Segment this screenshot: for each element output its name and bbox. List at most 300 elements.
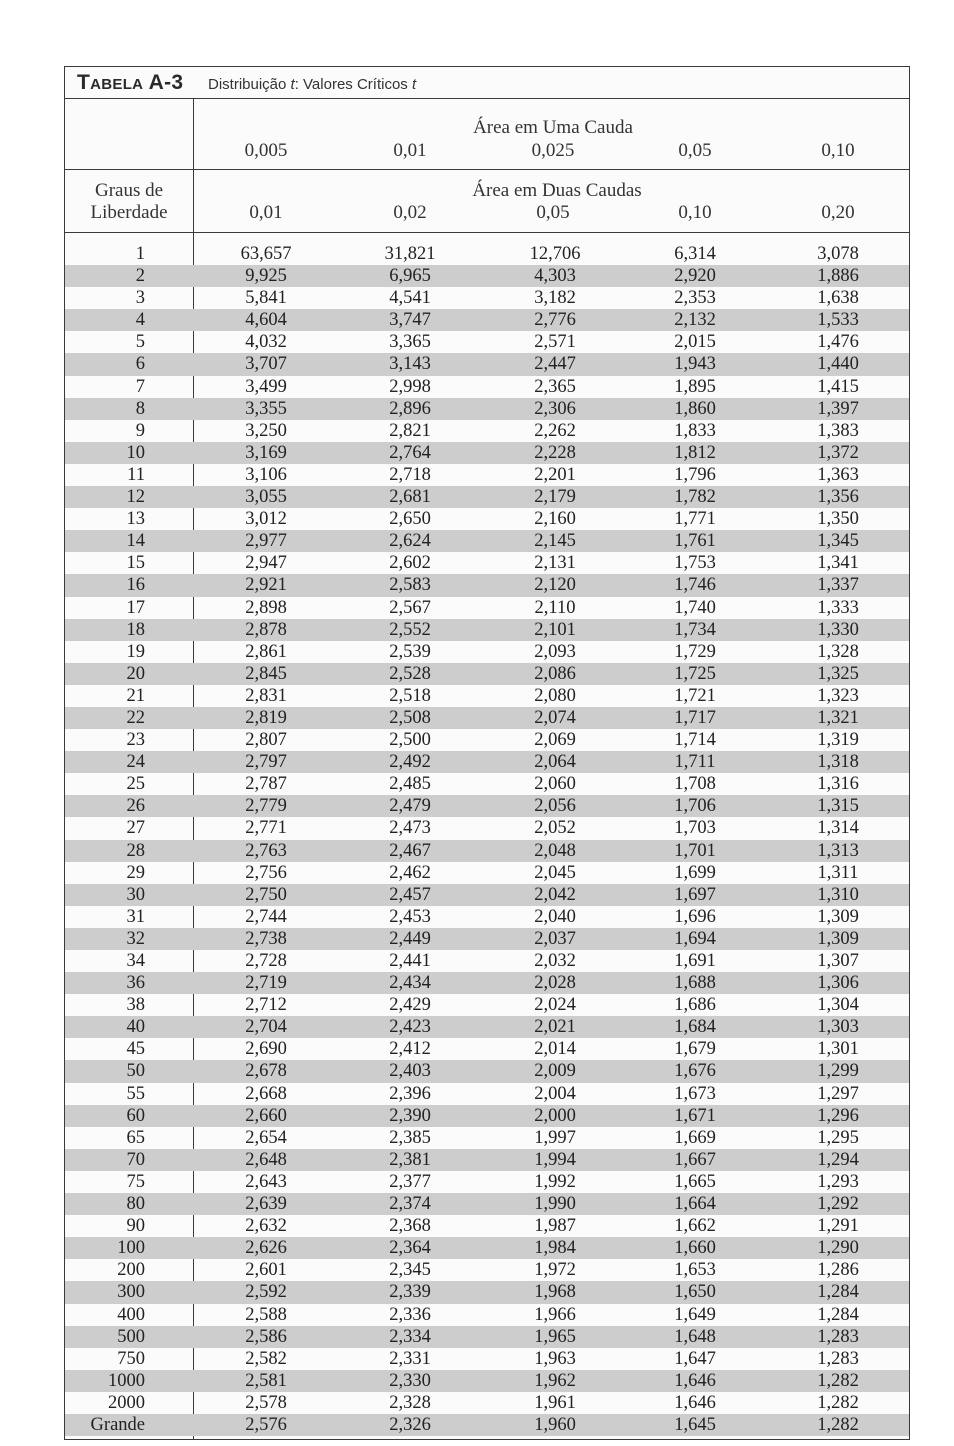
value-cell: 2,744: [245, 906, 287, 927]
df-cell: 45: [126, 1039, 145, 1060]
table-title-t1: t: [290, 76, 295, 93]
table-row: [65, 420, 909, 442]
value-cell: 1,694: [674, 928, 716, 949]
df-cell: 2000: [108, 1392, 145, 1413]
value-cell: 1,383: [817, 420, 859, 441]
table-body: [65, 243, 909, 1436]
value-cell: 2,588: [245, 1304, 287, 1325]
df-cell: 24: [126, 752, 145, 773]
value-cell: 2,539: [389, 641, 431, 662]
table-row: [65, 685, 909, 707]
table-row: [65, 1060, 909, 1082]
value-cell: 1,699: [674, 862, 716, 883]
value-cell: 2,374: [389, 1194, 431, 1215]
value-cell: 1,284: [817, 1282, 859, 1303]
value-cell: 2,365: [534, 376, 576, 397]
value-cell: 1,345: [817, 531, 859, 552]
value-cell: 1,782: [674, 487, 716, 508]
one-tail-value: 0,005: [244, 140, 288, 161]
value-cell: 1,664: [674, 1194, 716, 1215]
value-cell: 1,293: [817, 1171, 859, 1192]
value-cell: 2,648: [245, 1149, 287, 1170]
value-cell: 2,160: [534, 509, 576, 530]
table-row: [65, 928, 909, 950]
value-cell: 2,009: [534, 1061, 576, 1082]
two-tail-heading: Área em Duas Caudas: [472, 180, 642, 201]
value-cell: 2,654: [245, 1127, 287, 1148]
value-cell: 1,283: [817, 1326, 859, 1347]
table-row: [65, 1038, 909, 1060]
table-row: [65, 1127, 909, 1149]
value-cell: 2,080: [534, 685, 576, 706]
value-cell: 1,703: [674, 818, 716, 839]
value-cell: 1,771: [674, 509, 716, 530]
value-cell: 1,886: [817, 266, 859, 287]
table-caption: [65, 67, 909, 99]
df-cell: 80: [126, 1194, 145, 1215]
value-cell: 1,645: [674, 1414, 716, 1435]
value-cell: 1,746: [674, 575, 716, 596]
df-cell: 23: [126, 730, 145, 751]
two-tail-value: 0,02: [393, 202, 427, 223]
df-cell: Grande: [90, 1414, 145, 1435]
table-row: [65, 1149, 909, 1171]
value-cell: 1,291: [817, 1216, 859, 1237]
value-cell: 2,074: [534, 707, 576, 728]
value-cell: 2,086: [534, 663, 576, 684]
df-cell: 70: [126, 1149, 145, 1170]
one-tail-heading: Área em Uma Cauda: [473, 117, 633, 138]
value-cell: 1,294: [817, 1149, 859, 1170]
table-row: [65, 751, 909, 773]
value-cell: 2,771: [245, 818, 287, 839]
value-cell: 4,032: [245, 332, 287, 353]
table-row: [65, 1414, 909, 1436]
value-cell: 2,449: [389, 928, 431, 949]
df-cell: 14: [126, 531, 145, 552]
value-cell: 1,740: [674, 597, 716, 618]
value-cell: 1,962: [534, 1370, 576, 1391]
df-cell: 7: [135, 376, 145, 397]
value-cell: 1,984: [534, 1238, 576, 1259]
value-cell: 2,032: [534, 951, 576, 971]
value-cell: 2,377: [389, 1171, 431, 1192]
df-header-line2: Liberdade: [90, 202, 168, 223]
value-cell: 6,965: [389, 266, 431, 287]
value-cell: 1,303: [817, 1017, 859, 1038]
value-cell: 2,831: [245, 685, 287, 706]
table-row: [65, 486, 909, 508]
table-label-number: A-3: [148, 71, 184, 94]
value-cell: 3,250: [245, 420, 287, 441]
value-cell: 2,626: [245, 1238, 287, 1259]
value-cell: 2,632: [245, 1216, 287, 1237]
value-cell: 1,646: [674, 1392, 716, 1413]
one-tail-value: 0,01: [393, 140, 427, 161]
header-divider: [65, 169, 909, 170]
value-cell: 2,719: [245, 973, 287, 994]
body-divider: [65, 232, 909, 233]
table-row: [65, 729, 909, 751]
value-cell: 2,403: [389, 1061, 431, 1082]
table-row: [65, 243, 909, 265]
one-tail-value: 0,05: [678, 140, 712, 161]
value-cell: 2,306: [534, 398, 576, 419]
two-tail-value: 0,20: [821, 202, 855, 223]
value-cell: 2,040: [534, 906, 576, 927]
value-cell: 1,646: [674, 1370, 716, 1391]
table-row: [65, 265, 909, 287]
value-cell: 1,691: [674, 951, 716, 971]
two-tail-value: 0,10: [678, 202, 712, 223]
value-cell: 2,764: [389, 442, 431, 463]
df-cell: 200: [117, 1260, 145, 1281]
table-row: [65, 840, 909, 862]
value-cell: 1,717: [674, 707, 716, 728]
value-cell: 2,262: [534, 420, 576, 441]
value-cell: 1,706: [674, 796, 716, 817]
table-row: [65, 1237, 909, 1259]
value-cell: 2,728: [245, 951, 287, 971]
value-cell: 2,485: [389, 774, 431, 795]
one-tail-value: 0,025: [531, 140, 575, 161]
value-cell: 1,669: [674, 1127, 716, 1148]
table-row: [65, 1370, 909, 1392]
value-cell: 4,541: [389, 288, 431, 309]
value-cell: 2,462: [389, 862, 431, 883]
value-cell: 2,457: [389, 884, 431, 905]
table-row: [65, 442, 909, 464]
table-row: [65, 1326, 909, 1348]
value-cell: 5,841: [245, 288, 287, 309]
value-cell: 2,567: [389, 597, 431, 618]
table-row: [65, 1171, 909, 1193]
value-cell: 2,582: [245, 1348, 287, 1369]
t-distribution-table: [64, 66, 910, 1440]
value-cell: 2,660: [245, 1105, 287, 1126]
df-cell: 13: [126, 509, 145, 530]
table-row: [65, 353, 909, 375]
value-cell: 1,697: [674, 884, 716, 905]
table-row: [65, 817, 909, 839]
value-cell: 2,131: [534, 553, 576, 574]
value-cell: 1,990: [534, 1194, 576, 1215]
df-cell: 65: [126, 1127, 145, 1148]
value-cell: 1,729: [674, 641, 716, 662]
value-cell: 1,676: [674, 1061, 716, 1082]
table-row: [65, 1392, 909, 1414]
value-cell: 1,337: [817, 575, 859, 596]
value-cell: 1,860: [674, 398, 716, 419]
df-cell: 19: [126, 641, 145, 662]
value-cell: 1,311: [817, 862, 859, 883]
table-title-mid: : Valores Críticos: [294, 76, 412, 93]
value-cell: 1,665: [674, 1171, 716, 1192]
df-cell: 20: [126, 663, 145, 684]
value-cell: 1,679: [674, 1039, 716, 1060]
value-cell: 2,508: [389, 707, 431, 728]
value-cell: 3,355: [245, 398, 287, 419]
df-cell: 1: [135, 244, 145, 264]
df-cell: 12: [126, 487, 145, 508]
table-row: [65, 530, 909, 552]
value-cell: 2,412: [389, 1039, 431, 1060]
table-row: [65, 1193, 909, 1215]
value-cell: 2,331: [389, 1348, 431, 1369]
value-cell: 2,326: [389, 1414, 431, 1435]
value-cell: 1,397: [817, 398, 859, 419]
table-row: [65, 906, 909, 928]
value-cell: 1,895: [674, 376, 716, 397]
value-cell: 2,345: [389, 1260, 431, 1281]
table-row: [65, 287, 909, 309]
value-cell: 1,734: [674, 619, 716, 640]
value-cell: 2,690: [245, 1039, 287, 1060]
table-row: [65, 398, 909, 420]
value-cell: 2,021: [534, 1017, 576, 1038]
value-cell: 2,492: [389, 752, 431, 773]
value-cell: 2,681: [389, 487, 431, 508]
df-cell: 5: [135, 332, 145, 353]
value-cell: 1,292: [817, 1194, 859, 1215]
value-cell: 2,639: [245, 1194, 287, 1215]
value-cell: 1,662: [674, 1216, 716, 1237]
df-cell: 8: [135, 398, 145, 419]
df-cell: 3: [135, 288, 145, 309]
value-cell: 2,624: [389, 531, 431, 552]
value-cell: 1,997: [534, 1127, 576, 1148]
value-cell: 2,328: [389, 1392, 431, 1413]
value-cell: 1,714: [674, 730, 716, 751]
value-cell: 2,201: [534, 464, 576, 485]
value-cell: 1,833: [674, 420, 716, 441]
table-row: [65, 641, 909, 663]
value-cell: 12,706: [529, 244, 581, 264]
df-header-line1: Graus de: [94, 180, 164, 201]
value-cell: 1,686: [674, 995, 716, 1016]
value-cell: 2,776: [534, 310, 576, 331]
table-row: [65, 597, 909, 619]
df-cell: 60: [126, 1105, 145, 1126]
df-cell: 16: [126, 575, 145, 596]
df-cell: 50: [126, 1061, 145, 1082]
df-cell: 300: [117, 1282, 145, 1303]
value-cell: 1,290: [817, 1238, 859, 1259]
table-row: [65, 574, 909, 596]
value-cell: 2,583: [389, 575, 431, 596]
table-row: [65, 773, 909, 795]
value-cell: 3,365: [389, 332, 431, 353]
table-row: [65, 1083, 909, 1105]
df-cell: 38: [126, 995, 145, 1016]
value-cell: 2,429: [389, 995, 431, 1016]
value-cell: 1,966: [534, 1304, 576, 1325]
value-cell: 2,353: [674, 288, 716, 309]
value-cell: 2,998: [389, 376, 431, 397]
df-cell: 40: [126, 1017, 145, 1038]
value-cell: 1,341: [817, 553, 859, 574]
value-cell: 1,333: [817, 597, 859, 618]
df-cell: 25: [126, 774, 145, 795]
value-cell: 2,947: [245, 553, 287, 574]
value-cell: 1,753: [674, 553, 716, 574]
value-cell: 1,440: [817, 354, 859, 375]
value-cell: 1,648: [674, 1326, 716, 1347]
value-cell: 2,060: [534, 774, 576, 795]
value-cell: 2,339: [389, 1282, 431, 1303]
df-cell: 400: [117, 1304, 145, 1325]
value-cell: 2,581: [245, 1370, 287, 1391]
value-cell: 1,533: [817, 310, 859, 331]
value-cell: 2,500: [389, 730, 431, 751]
df-cell: 18: [126, 619, 145, 640]
df-cell: 26: [126, 796, 145, 817]
value-cell: 2,145: [534, 531, 576, 552]
value-cell: 2,779: [245, 796, 287, 817]
value-cell: 2,064: [534, 752, 576, 773]
value-cell: 1,667: [674, 1149, 716, 1170]
value-cell: 2,390: [389, 1105, 431, 1126]
value-cell: 2,467: [389, 840, 431, 861]
value-cell: 2,028: [534, 973, 576, 994]
value-cell: 1,684: [674, 1017, 716, 1038]
value-cell: 1,987: [534, 1216, 576, 1237]
value-cell: 2,101: [534, 619, 576, 640]
value-cell: 2,093: [534, 641, 576, 662]
value-cell: 2,056: [534, 796, 576, 817]
df-cell: 31: [126, 906, 145, 927]
value-cell: 2,330: [389, 1370, 431, 1391]
value-cell: 2,069: [534, 730, 576, 751]
two-tail-value: 0,01: [249, 202, 283, 223]
table-row: [65, 1304, 909, 1326]
table-row: [65, 1215, 909, 1237]
table-row: [65, 331, 909, 353]
value-cell: 2,576: [245, 1414, 287, 1435]
value-cell: 2,110: [534, 597, 576, 618]
value-cell: 1,963: [534, 1348, 576, 1369]
value-cell: 1,297: [817, 1083, 859, 1104]
value-cell: 1,318: [817, 752, 859, 773]
value-cell: 2,712: [245, 995, 287, 1016]
value-cell: 2,385: [389, 1127, 431, 1148]
value-cell: 1,323: [817, 685, 859, 706]
df-cell: 22: [126, 707, 145, 728]
table-row: [65, 972, 909, 994]
two-tail-value: 0,05: [536, 202, 570, 223]
df-cell: 10: [126, 442, 145, 463]
value-cell: 2,447: [534, 354, 576, 375]
value-cell: 2,592: [245, 1282, 287, 1303]
value-cell: 2,552: [389, 619, 431, 640]
table-row: [65, 663, 909, 685]
value-cell: 2,921: [245, 575, 287, 596]
value-cell: 1,282: [817, 1414, 859, 1435]
value-cell: 1,796: [674, 464, 716, 485]
value-cell: 1,313: [817, 840, 859, 861]
table-title-pre: Distribuição: [208, 76, 291, 93]
df-cell: 17: [126, 597, 145, 618]
table-row: [65, 1348, 909, 1370]
value-cell: 3,106: [245, 464, 287, 485]
value-cell: 1,415: [817, 376, 859, 397]
df-cell: 27: [126, 818, 145, 839]
value-cell: 2,821: [389, 420, 431, 441]
value-cell: 3,707: [245, 354, 287, 375]
value-cell: 4,303: [534, 266, 576, 287]
df-cell: 75: [126, 1171, 145, 1192]
table-row: [65, 862, 909, 884]
value-cell: 2,861: [245, 641, 287, 662]
table-title-t2: t: [411, 76, 417, 93]
df-cell: 28: [126, 840, 145, 861]
value-cell: 2,819: [245, 707, 287, 728]
value-cell: 1,961: [534, 1392, 576, 1413]
table-row: [65, 1259, 909, 1281]
value-cell: 1,309: [817, 928, 859, 949]
value-cell: 3,078: [817, 244, 859, 264]
value-cell: 1,943: [674, 354, 716, 375]
value-cell: 2,678: [245, 1061, 287, 1082]
df-cell: 29: [126, 862, 145, 883]
value-cell: 2,977: [245, 531, 287, 552]
table-row: [65, 619, 909, 641]
table-row: [65, 464, 909, 486]
df-cell: 21: [126, 685, 145, 706]
df-cell: 36: [126, 973, 145, 994]
value-cell: 2,518: [389, 685, 431, 706]
value-cell: 1,321: [817, 707, 859, 728]
value-cell: 1,330: [817, 619, 859, 640]
value-cell: 2,845: [245, 663, 287, 684]
table-row: [65, 309, 909, 331]
value-cell: 3,747: [389, 310, 431, 331]
value-cell: 1,307: [817, 951, 859, 971]
value-cell: 2,120: [534, 575, 576, 596]
value-cell: 1,671: [674, 1105, 716, 1126]
value-cell: 1,721: [674, 685, 716, 706]
value-cell: 2,878: [245, 619, 287, 640]
value-cell: 1,647: [674, 1348, 716, 1369]
value-cell: 2,434: [389, 973, 431, 994]
value-cell: 1,711: [674, 752, 716, 773]
table-row: [65, 707, 909, 729]
value-cell: 4,604: [245, 310, 287, 331]
value-cell: 1,653: [674, 1260, 716, 1281]
value-cell: 2,797: [245, 752, 287, 773]
value-cell: 2,334: [389, 1326, 431, 1347]
value-cell: 2,807: [245, 730, 287, 751]
value-cell: 1,649: [674, 1304, 716, 1325]
value-cell: 2,024: [534, 995, 576, 1016]
value-cell: 2,441: [389, 951, 431, 971]
value-cell: 1,310: [817, 884, 859, 905]
value-cell: 1,660: [674, 1238, 716, 1259]
value-cell: 1,304: [817, 995, 859, 1016]
value-cell: 2,473: [389, 818, 431, 839]
value-cell: 2,756: [245, 862, 287, 883]
table-row: [65, 1016, 909, 1038]
value-cell: 63,657: [240, 244, 292, 264]
value-cell: 2,668: [245, 1083, 287, 1104]
value-cell: 1,316: [817, 774, 859, 795]
value-cell: 2,228: [534, 442, 576, 463]
value-cell: 1,638: [817, 288, 859, 309]
value-cell: 2,015: [674, 332, 716, 353]
value-cell: 1,965: [534, 1326, 576, 1347]
df-cell: 15: [126, 553, 145, 574]
value-cell: 2,643: [245, 1171, 287, 1192]
